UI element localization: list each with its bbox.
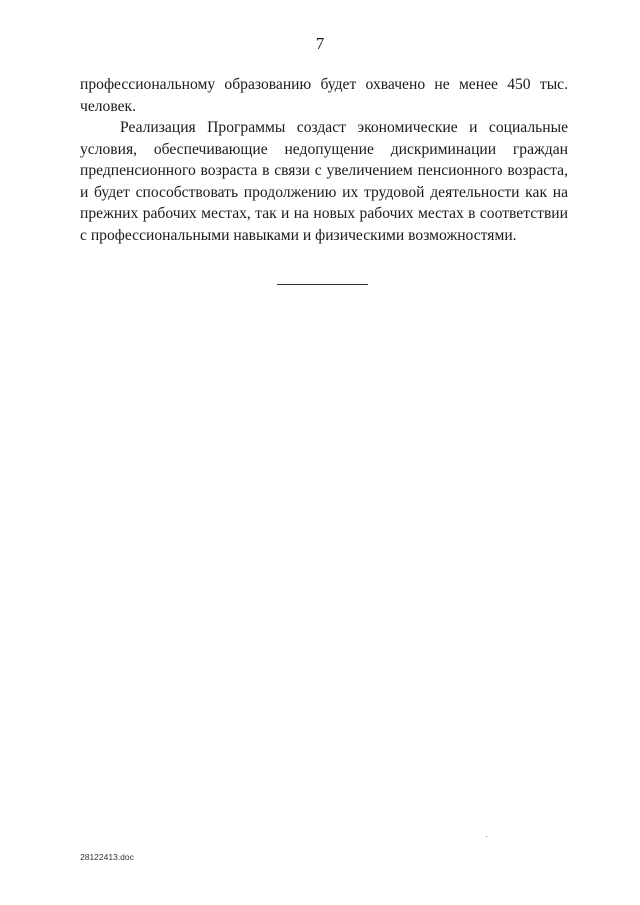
paragraph-program-outcome: Реализация Программы создаст экономические и социальные условия, обеспечивающие недопущение дискриминации граждан предпенсионного возраста в связи с увеличением пенсионного возраста, и будет способствовать продолжению их трудовой деятельности как на прежних рабочих местах, так и на новых рабочих местах в соответствии с профессиональными навыками и физическими возможностями.: [80, 119, 568, 244]
body-text: [80, 74, 568, 246]
page-number: 7: [315, 34, 325, 53]
document-file-reference: 28122413.doc: [80, 852, 134, 862]
scan-speck: [486, 836, 487, 837]
paragraph-continuation: профессиональному образованию будет охвачено не менее 450 тыс. человек.: [80, 76, 568, 115]
end-separator-line: [277, 284, 368, 285]
